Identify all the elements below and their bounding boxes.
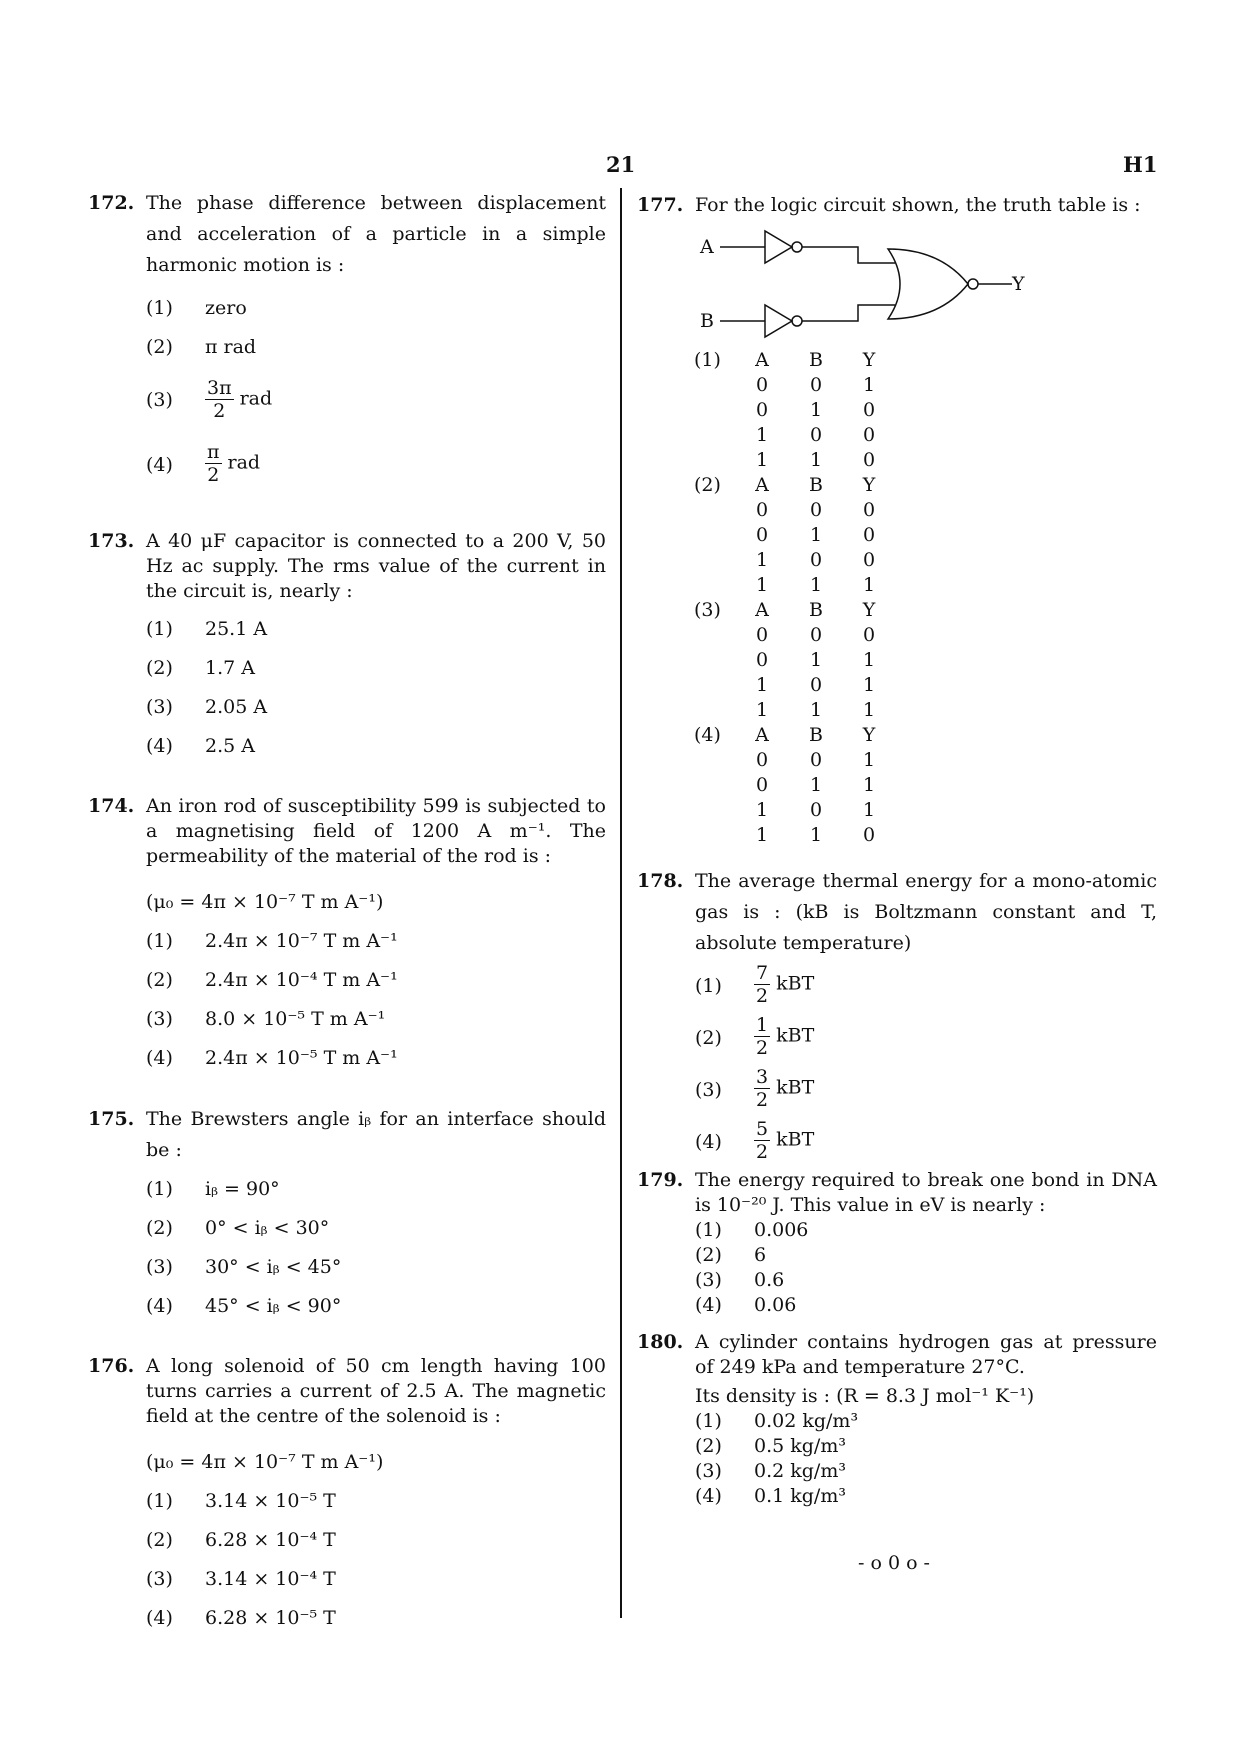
option-number: (1) xyxy=(146,297,173,319)
truth-table-cell: 0 xyxy=(755,524,769,546)
option-number: (4) xyxy=(146,735,173,757)
truth-table-row xyxy=(694,523,894,548)
truth-table-header xyxy=(694,598,894,623)
truth-table-cell: 0 xyxy=(809,624,823,646)
truth-table-row xyxy=(694,423,894,448)
option-number: (2) xyxy=(146,1217,173,1239)
option[interactable] xyxy=(695,1268,1157,1293)
option-text: kBT xyxy=(776,972,815,995)
truth-table-row xyxy=(694,698,894,723)
truth-table-cell: Y xyxy=(862,599,876,621)
option-number: (3) xyxy=(695,1079,722,1101)
option-text: kBT xyxy=(776,1076,815,1099)
option[interactable] xyxy=(695,1409,1157,1434)
truth-table-cell: 1 xyxy=(809,774,823,796)
question-text: The phase difference between displacement and acceleration of a particle in a simple harmonic motion is : xyxy=(146,192,606,276)
not-gate-a xyxy=(765,231,792,263)
truth-table-cell: 1 xyxy=(755,799,769,821)
given-constant: (μ₀ = 4π × 10⁻⁷ T m A⁻¹) xyxy=(146,1451,384,1473)
left-column xyxy=(88,188,606,1638)
question-number: 176. xyxy=(88,1355,135,1377)
option[interactable] xyxy=(146,1560,606,1599)
truth-table-cell: 0 xyxy=(862,824,876,846)
truth-table-cell: 0 xyxy=(862,424,876,446)
truth-table-cell: A xyxy=(755,349,769,371)
option-text: rad xyxy=(239,387,273,410)
question-number: 173. xyxy=(88,530,135,552)
truth-table-cell: B xyxy=(809,724,823,746)
truth-table-cell: 0 xyxy=(809,499,823,521)
truth-table-cell: 1 xyxy=(862,374,876,396)
truth-table-cell: 1 xyxy=(755,449,769,471)
option-number: (4) xyxy=(695,1485,722,1507)
truth-table-row xyxy=(694,623,894,648)
option[interactable] xyxy=(146,1521,606,1560)
option-number: (2) xyxy=(695,1244,722,1266)
option[interactable] xyxy=(146,1039,606,1078)
logic-circuit-diagram xyxy=(690,225,1070,350)
option-number: (1) xyxy=(695,1219,722,1241)
not-bubble-b xyxy=(792,316,802,326)
option-number: (2) xyxy=(695,1027,722,1049)
question-text: A cylinder contains hydrogen gas at pressure of 249 kPa and temperature 27°C. xyxy=(695,1331,1157,1378)
truth-table-row xyxy=(694,573,894,598)
fraction: $\frac{5}{2}$ xyxy=(756,1118,769,1163)
truth-table-cell: 0 xyxy=(862,549,876,571)
truth-table-cell: 0 xyxy=(755,774,769,796)
truth-table-cell: 1 xyxy=(755,424,769,446)
option[interactable] xyxy=(146,961,606,1000)
option-number: (1) xyxy=(146,618,173,640)
truth-table-row xyxy=(694,498,894,523)
option[interactable] xyxy=(146,367,606,433)
option-number: (4) xyxy=(694,724,721,746)
truth-table-cell: 0 xyxy=(755,374,769,396)
option-text: 0.2 kg/m³ xyxy=(754,1460,846,1482)
truth-table-cell: 1 xyxy=(809,574,823,596)
option-number: (3) xyxy=(695,1269,722,1291)
option[interactable] xyxy=(146,433,606,497)
question-174 xyxy=(88,794,606,869)
truth-table-row xyxy=(694,748,894,773)
option[interactable] xyxy=(146,610,606,649)
truth-table-cell: 1 xyxy=(809,449,823,471)
option[interactable] xyxy=(695,1293,1157,1318)
truth-table-cell: 0 xyxy=(755,749,769,771)
option-text: 2.5 A xyxy=(205,735,255,757)
truth-table-cell: 1 xyxy=(755,824,769,846)
question-175 xyxy=(88,1104,606,1166)
truth-table-cell: 0 xyxy=(809,549,823,571)
option[interactable] xyxy=(146,1287,606,1326)
option[interactable] xyxy=(146,1599,606,1638)
truth-table-cell: 1 xyxy=(862,774,876,796)
option-number: (3) xyxy=(146,1256,173,1278)
option-number: (1) xyxy=(146,930,173,952)
truth-table-cell: 0 xyxy=(755,649,769,671)
truth-table-cell: B xyxy=(809,474,823,496)
option[interactable] xyxy=(695,1116,1157,1168)
option-number: (1) xyxy=(695,975,722,997)
truth-table-row xyxy=(694,823,894,848)
truth-table-cell: 1 xyxy=(809,649,823,671)
option-text: rad xyxy=(227,451,261,474)
option-number: (3) xyxy=(146,1568,173,1590)
truth-table-row xyxy=(694,448,894,473)
truth-table-cell: 0 xyxy=(809,749,823,771)
fraction: $\frac{3\pi}{2}$ xyxy=(207,377,232,422)
column-divider xyxy=(620,188,622,1618)
truth-table-row xyxy=(694,648,894,673)
option-number: (2) xyxy=(146,657,173,679)
option[interactable] xyxy=(695,1218,1157,1243)
option-number: (2) xyxy=(694,474,721,496)
fraction: $\frac{1}{2}$ xyxy=(756,1014,769,1059)
truth-table-row xyxy=(694,773,894,798)
truth-table-cell: 0 xyxy=(862,524,876,546)
truth-table-cell: 0 xyxy=(755,399,769,421)
option-text: 2.4π × 10⁻⁴ T m A⁻¹ xyxy=(205,969,398,991)
option-number: (2) xyxy=(146,1529,173,1551)
option-text: 3.14 × 10⁻⁴ T xyxy=(205,1568,336,1590)
option-text: 8.0 × 10⁻⁵ T m A⁻¹ xyxy=(205,1008,386,1030)
truth-table-row xyxy=(694,798,894,823)
fraction: $\frac{3}{2}$ xyxy=(756,1066,769,1111)
option-text: zero xyxy=(205,297,247,319)
option-text: 0.5 kg/m³ xyxy=(754,1435,846,1457)
option-number: (2) xyxy=(695,1435,722,1457)
question-text-2: Its density is : (R = 8.3 J mol⁻¹ K⁻¹) xyxy=(695,1385,1035,1407)
truth-table-cell: A xyxy=(755,599,769,621)
option-number: (2) xyxy=(146,336,173,358)
question-178 xyxy=(637,866,1157,959)
option-text: 1.7 A xyxy=(205,657,255,679)
option[interactable] xyxy=(146,727,606,766)
option[interactable] xyxy=(146,1170,606,1209)
question-number: 172. xyxy=(88,192,135,214)
truth-table-cell: 1 xyxy=(862,799,876,821)
truth-table-option-3[interactable] xyxy=(694,598,894,723)
question-176 xyxy=(88,1354,606,1429)
question-177 xyxy=(637,190,1157,221)
truth-table-cell: A xyxy=(755,724,769,746)
truth-table-option-4[interactable] xyxy=(694,723,894,848)
truth-table-cell: B xyxy=(809,349,823,371)
option[interactable] xyxy=(146,289,606,328)
option-number: (4) xyxy=(146,1607,173,1629)
question-number: 177. xyxy=(637,194,684,216)
option-text: 2.4π × 10⁻⁷ T m A⁻¹ xyxy=(205,930,398,952)
option-text: iᵦ = 90° xyxy=(205,1178,280,1200)
truth-table-cell: 1 xyxy=(862,649,876,671)
option-text: 0.1 kg/m³ xyxy=(754,1485,846,1507)
option-number: (4) xyxy=(146,454,173,476)
option-number: (3) xyxy=(694,599,721,621)
question-number: 174. xyxy=(88,795,135,817)
option[interactable] xyxy=(146,328,606,367)
option-number: (1) xyxy=(694,349,721,371)
option-text: 45° < iᵦ < 90° xyxy=(205,1295,342,1317)
question-172 xyxy=(88,188,606,281)
truth-table-row xyxy=(694,373,894,398)
truth-table-cell: 1 xyxy=(809,399,823,421)
question-180 xyxy=(637,1330,1157,1509)
option-text: 3.14 × 10⁻⁵ T xyxy=(205,1490,336,1512)
input-label-a: A xyxy=(700,236,714,258)
input-label-b: B xyxy=(700,310,714,332)
end-marker: - o 0 o - xyxy=(858,1552,930,1574)
truth-table-option-1[interactable] xyxy=(694,348,894,473)
question-text: An iron rod of susceptibility 599 is subjected to a magnetising field of 1200 A m⁻¹. The permeability of the material of the rod is : xyxy=(146,795,606,867)
option[interactable] xyxy=(146,688,606,727)
given-constant: (μ₀ = 4π × 10⁻⁷ T m A⁻¹) xyxy=(146,891,384,913)
question-text: A long solenoid of 50 cm length having 100 turns carries a current of 2.5 A. The magnetic field at the centre of the solenoid is : xyxy=(146,1355,606,1427)
truth-table-cell: Y xyxy=(862,724,876,746)
page-number: 21 xyxy=(606,152,636,177)
truth-table-cell: 0 xyxy=(862,449,876,471)
truth-table-cell: A xyxy=(755,474,769,496)
truth-table-cell: 1 xyxy=(862,699,876,721)
question-text: The average thermal energy for a mono-atomic gas is : (kB is Boltzmann constant and T, absolute temperature) xyxy=(695,870,1157,954)
question-number: 175. xyxy=(88,1108,135,1130)
wire-a-to-gate xyxy=(802,247,895,263)
option-number: (4) xyxy=(695,1294,722,1316)
option-number: (3) xyxy=(695,1460,722,1482)
truth-table-row xyxy=(694,673,894,698)
option-text: 0° < iᵦ < 30° xyxy=(205,1217,330,1239)
option-text: 6 xyxy=(754,1244,767,1266)
truth-table-header xyxy=(694,348,894,373)
question-text: A 40 μF capacitor is connected to a 200 V, 50 Hz ac supply. The rms value of the current in the circuit is, nearly : xyxy=(146,530,606,602)
truth-table-cell: 0 xyxy=(755,499,769,521)
option-text: 6.28 × 10⁻⁵ T xyxy=(205,1607,336,1629)
fraction: $\frac{\pi}{2}$ xyxy=(207,441,220,486)
option[interactable] xyxy=(146,1248,606,1287)
not-bubble-a xyxy=(792,242,802,252)
truth-table-cell: 1 xyxy=(755,574,769,596)
option-text: 2.4π × 10⁻⁵ T m A⁻¹ xyxy=(205,1047,398,1069)
truth-table-cell: 0 xyxy=(862,624,876,646)
fraction: $\frac{7}{2}$ xyxy=(756,962,769,1007)
truth-table-cell: 1 xyxy=(755,674,769,696)
option[interactable] xyxy=(146,922,606,961)
option-number: (4) xyxy=(146,1047,173,1069)
option[interactable] xyxy=(695,1434,1157,1459)
truth-table-header xyxy=(694,473,894,498)
truth-table-cell: 0 xyxy=(809,674,823,696)
truth-table-cell: 0 xyxy=(862,499,876,521)
truth-table-cell: 0 xyxy=(862,399,876,421)
option[interactable] xyxy=(695,960,1157,1012)
truth-table-cell: 1 xyxy=(862,574,876,596)
truth-table-cell: 1 xyxy=(809,524,823,546)
truth-table-cell: 0 xyxy=(809,374,823,396)
question-173 xyxy=(88,529,606,604)
wire-b-to-gate xyxy=(802,305,895,321)
option-number: (3) xyxy=(146,696,173,718)
truth-table-cell: 1 xyxy=(809,699,823,721)
option-text: 0.06 xyxy=(754,1294,797,1316)
option-text: π rad xyxy=(205,336,257,358)
option-text: 0.6 xyxy=(754,1269,785,1291)
option-number: (4) xyxy=(695,1131,722,1153)
output-label-y: Y xyxy=(1012,273,1025,295)
question-text: The Brewsters angle iᵦ for an interface should be : xyxy=(146,1108,606,1161)
option[interactable] xyxy=(695,1012,1157,1064)
truth-table-cell: 0 xyxy=(809,799,823,821)
option[interactable] xyxy=(695,1459,1157,1484)
option-text: 30° < iᵦ < 45° xyxy=(205,1256,342,1278)
option[interactable] xyxy=(146,1482,606,1521)
booklet-code: H1 xyxy=(1123,152,1158,177)
truth-table-cell: 1 xyxy=(755,699,769,721)
option-text: 2.05 A xyxy=(205,696,268,718)
option[interactable] xyxy=(695,1064,1157,1116)
option-number: (4) xyxy=(146,1295,173,1317)
truth-table-row xyxy=(694,548,894,573)
option-number: (3) xyxy=(146,1008,173,1030)
option-text: kBT xyxy=(776,1128,815,1151)
question-number: 179. xyxy=(637,1169,684,1191)
truth-table-cell: 1 xyxy=(809,824,823,846)
option[interactable] xyxy=(146,649,606,688)
truth-table-header xyxy=(694,723,894,748)
question-178-options xyxy=(637,960,1157,1168)
option-text: 0.02 kg/m³ xyxy=(754,1410,859,1432)
truth-table-cell: 1 xyxy=(755,549,769,571)
option-text: 6.28 × 10⁻⁴ T xyxy=(205,1529,336,1551)
question-text: For the logic circuit shown, the truth table is : xyxy=(695,194,1141,216)
truth-table-cell: Y xyxy=(862,474,876,496)
option[interactable] xyxy=(146,1000,606,1039)
option-text: kBT xyxy=(776,1024,815,1047)
option-number: (3) xyxy=(146,389,173,411)
nor-bubble xyxy=(968,279,978,289)
truth-table-cell: Y xyxy=(862,349,876,371)
option[interactable] xyxy=(695,1484,1157,1509)
option-number: (1) xyxy=(146,1178,173,1200)
question-number: 178. xyxy=(637,870,684,892)
truth-table-cell: 1 xyxy=(862,749,876,771)
option-number: (2) xyxy=(146,969,173,991)
option-number: (1) xyxy=(695,1410,722,1432)
truth-table-cell: 1 xyxy=(862,674,876,696)
question-text: The energy required to break one bond in DNA is 10⁻²⁰ J. This value in eV is nearly : xyxy=(695,1169,1157,1216)
option[interactable] xyxy=(695,1243,1157,1268)
truth-table-cell: 0 xyxy=(755,624,769,646)
option-number: (1) xyxy=(146,1490,173,1512)
question-179 xyxy=(637,1168,1157,1318)
truth-table-row xyxy=(694,398,894,423)
not-gate-b xyxy=(765,305,792,337)
truth-table-cell: B xyxy=(809,599,823,621)
truth-table-cell: 0 xyxy=(809,424,823,446)
question-number: 180. xyxy=(637,1331,684,1353)
option-text: 25.1 A xyxy=(205,618,268,640)
nor-gate xyxy=(888,249,968,319)
option-text: 0.006 xyxy=(754,1219,809,1241)
option[interactable] xyxy=(146,1209,606,1248)
truth-table-option-2[interactable] xyxy=(694,473,894,598)
